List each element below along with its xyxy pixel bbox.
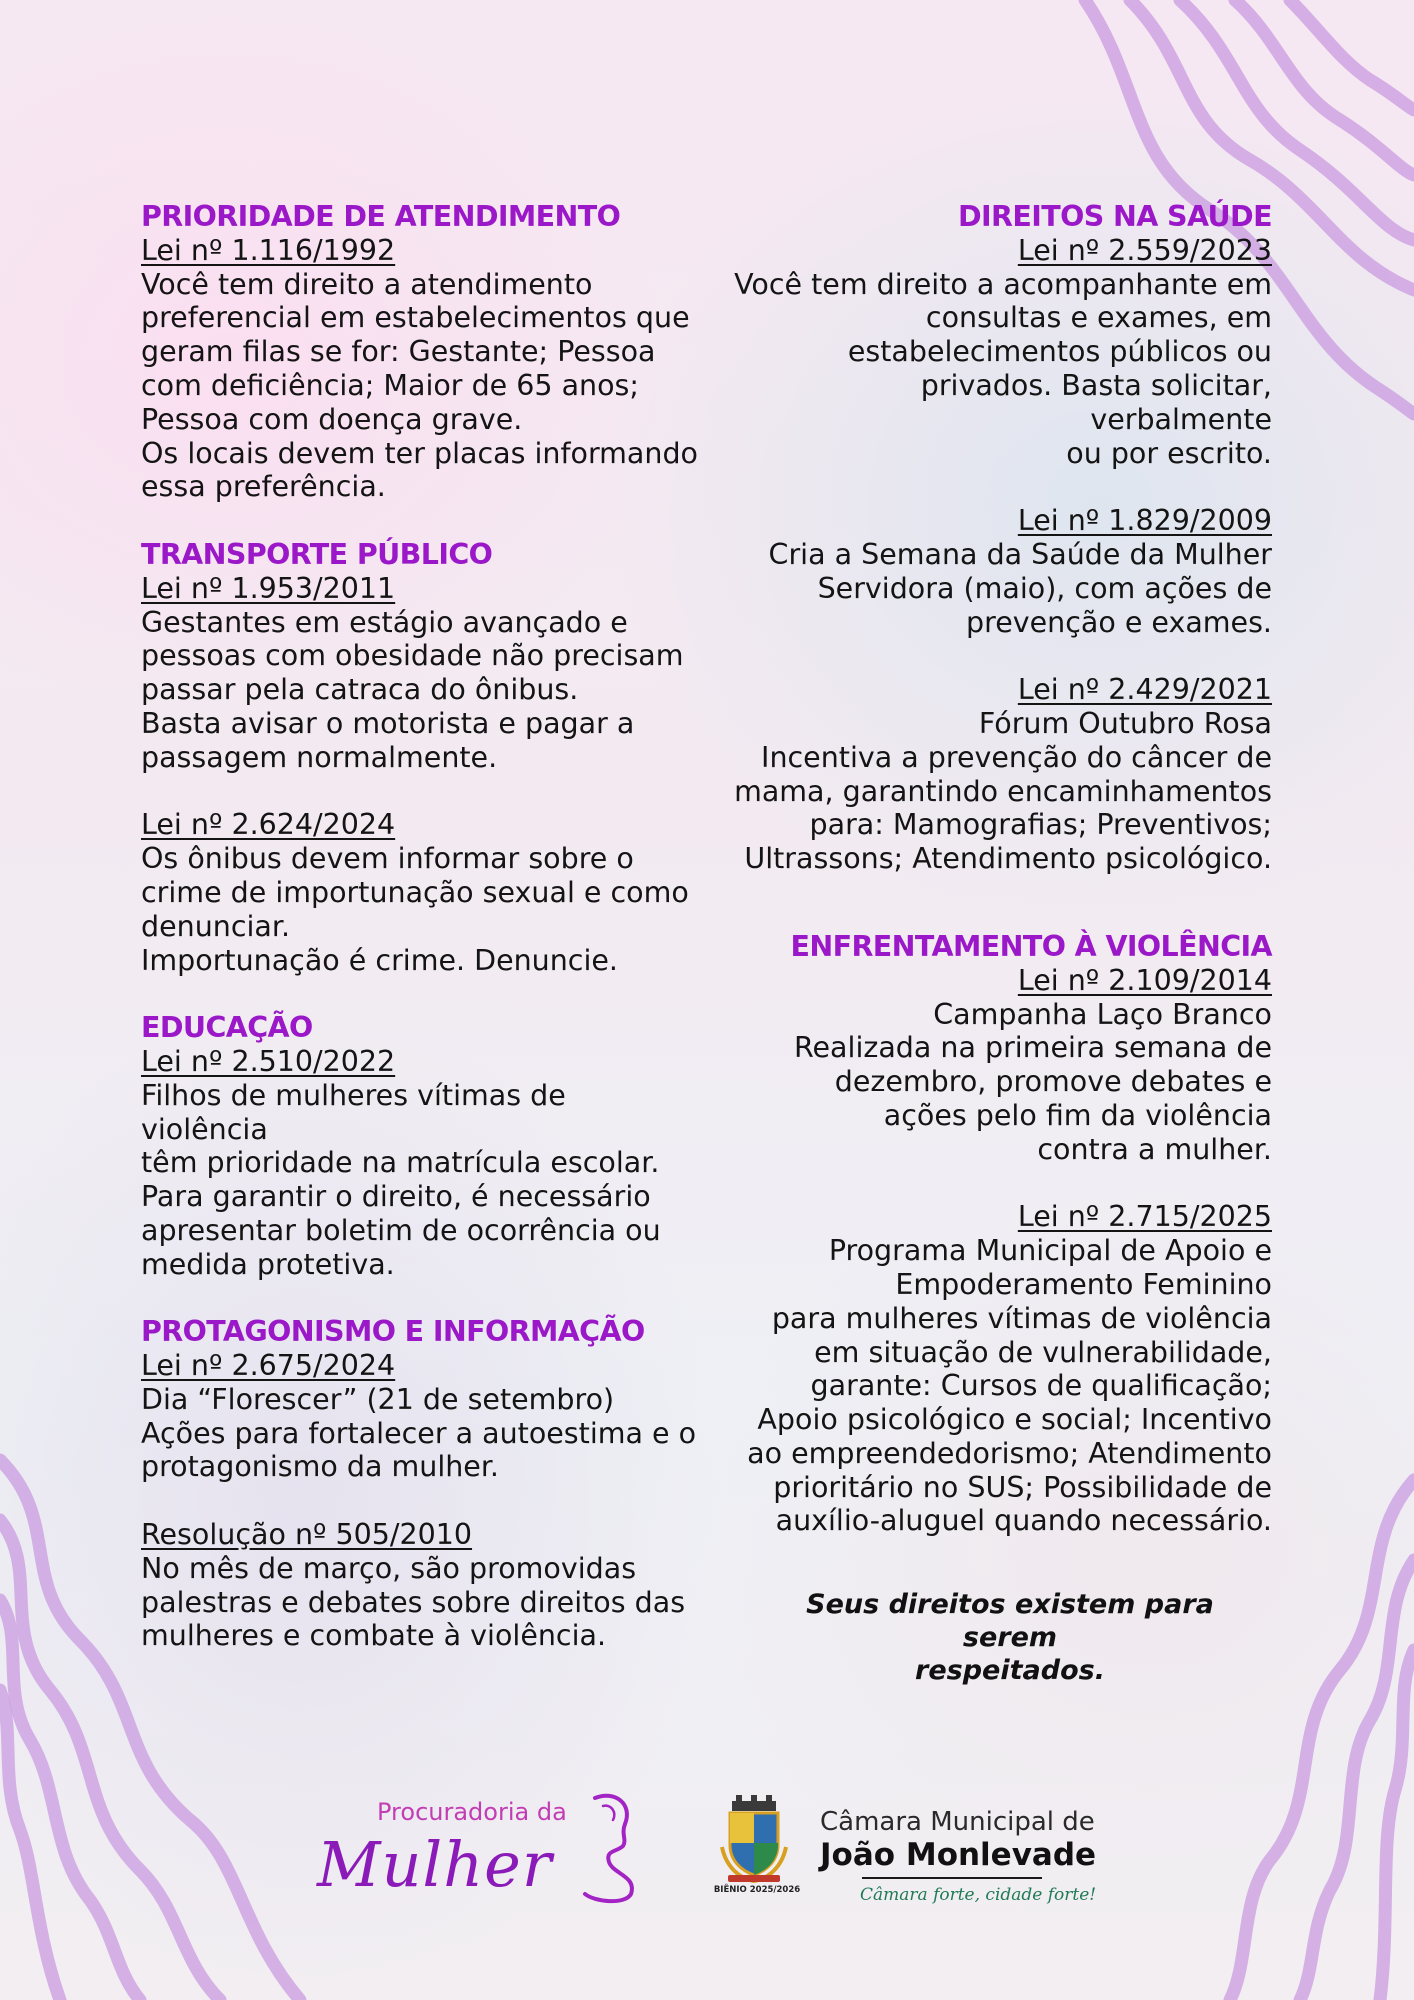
text-line: Basta avisar o motorista e pagar a xyxy=(141,706,635,740)
text-line: ações pelo fim da violência xyxy=(883,1098,1272,1132)
heading-educacao: EDUCAÇÃO xyxy=(141,1011,313,1045)
text-line: passar pela catraca do ônibus. xyxy=(141,673,579,707)
text-line: crime de importunação sexual e como xyxy=(141,875,689,909)
camara-logo xyxy=(712,1793,1112,1913)
text-line: essa preferência. xyxy=(141,470,386,504)
heading-transporte: TRANSPORTE PÚBLICO xyxy=(141,537,493,571)
left-column xyxy=(141,200,701,1653)
text-line: Você tem direito a acompanhante em xyxy=(734,267,1272,301)
text-line: apresentar boletim de ocorrência ou xyxy=(141,1213,661,1247)
text-line: para: Mamografias; Preventivos; xyxy=(809,808,1272,842)
closing-line: respeitados. xyxy=(915,1655,1105,1686)
law-2429-2021: Lei nº 2.429/2021 xyxy=(1017,673,1272,707)
text-line: Ultrassons; Atendimento psicológico. xyxy=(744,842,1272,876)
text-line: têm prioridade na matrícula escolar. xyxy=(141,1146,660,1180)
text-line: denunciar. xyxy=(141,909,291,943)
text-line: ou por escrito. xyxy=(1066,436,1272,470)
text-line: Realizada na primeira semana de xyxy=(794,1031,1272,1065)
text-line: geram filas se for: Gestante; Pessoa xyxy=(141,335,656,369)
law-1953-2011: Lei nº 1.953/2011 xyxy=(141,571,396,605)
law-2109-2014: Lei nº 2.109/2014 xyxy=(1017,963,1272,997)
camara-divider xyxy=(862,1877,1042,1879)
text-line: Gestantes em estágio avançado e xyxy=(141,605,628,639)
text-line: consultas e exames, em xyxy=(925,301,1272,335)
text-line: Empoderamento Feminino xyxy=(895,1267,1272,1301)
procuradoria-logo xyxy=(315,1790,645,1910)
text-line: em situação de vulnerabilidade, xyxy=(814,1335,1272,1369)
heading-saude: DIREITOS NA SAÚDE xyxy=(957,200,1272,233)
law-2559-2023: Lei nº 2.559/2023 xyxy=(1017,233,1272,267)
text-line: Dia “Florescer” (21 de setembro) xyxy=(141,1382,615,1416)
woman-profile-icon xyxy=(565,1790,645,1905)
law-2510-2022: Lei nº 2.510/2022 xyxy=(141,1044,396,1078)
closing-line: Seus direitos existem para serem xyxy=(806,1589,1214,1653)
law-1116-1992: Lei nº 1.116/1992 xyxy=(141,233,396,267)
heading-prioridade: PRIORIDADE DE ATENDIMENTO xyxy=(141,200,621,233)
text-line: ao empreendedorismo; Atendimento xyxy=(747,1436,1272,1470)
text-line: Ações para fortalecer a autoestima e o xyxy=(141,1416,697,1450)
resolucao-505-2010: Resolução nº 505/2010 xyxy=(141,1518,473,1552)
law-2675-2024: Lei nº 2.675/2024 xyxy=(141,1349,396,1383)
text-line: pessoas com obesidade não precisam xyxy=(141,639,684,673)
procuradoria-small-text: Procuradoria da xyxy=(377,1798,567,1826)
text-line: Pessoa com doença grave. xyxy=(141,402,523,436)
text-line: estabelecimentos públicos ou xyxy=(847,335,1272,369)
text-line: No mês de março, são promovidas xyxy=(141,1551,637,1585)
text-line: passagem normalmente. xyxy=(141,740,498,774)
text-line: palestras e debates sobre direitos das xyxy=(141,1585,686,1619)
text-line: para mulheres vítimas de violência xyxy=(771,1301,1272,1335)
text-line: com deficiência; Maior de 65 anos; xyxy=(141,368,640,402)
text-line: Os locais devem ter placas informando xyxy=(141,436,698,470)
text-line: Você tem direito a atendimento xyxy=(141,267,593,301)
municipal-seal-icon xyxy=(718,1795,790,1885)
heading-protagonismo: PROTAGONISMO E INFORMAÇÃO xyxy=(141,1315,645,1349)
camara-line1: Câmara Municipal de xyxy=(820,1807,1095,1837)
text-line: preferencial em estabelecimentos que xyxy=(141,301,690,335)
text-line: privados. Basta solicitar, verbalmente xyxy=(920,368,1272,436)
camara-slogan: Câmara forte, cidade forte! xyxy=(860,1885,1097,1905)
text-line: prevenção e exames. xyxy=(966,605,1272,639)
text-line: prioritário no SUS; Possibilidade de xyxy=(773,1470,1272,1504)
procuradoria-big-text: Mulher xyxy=(317,1828,553,1901)
text-line: Servidora (maio), com ações de xyxy=(817,571,1272,605)
text-line: Os ônibus devem informar sobre o xyxy=(141,842,634,876)
text-line: contra a mulher. xyxy=(1037,1132,1272,1166)
text-line: Apoio psicológico e social; Incentivo xyxy=(757,1403,1272,1437)
text-line: Fórum Outubro Rosa xyxy=(978,706,1272,740)
text-line: mulheres e combate à violência. xyxy=(141,1619,607,1653)
bienio-label: BIÊNIO 2025/2026 xyxy=(713,1885,801,1895)
text-line: Para garantir o direito, é necessário xyxy=(141,1180,651,1214)
text-line: protagonismo da mulher. xyxy=(141,1450,499,1484)
heading-violencia: ENFRENTAMENTO À VIOLÊNCIA xyxy=(790,929,1272,963)
law-2624-2024: Lei nº 2.624/2024 xyxy=(141,808,396,842)
law-1829-2009: Lei nº 1.829/2009 xyxy=(1017,504,1272,538)
right-column xyxy=(732,200,1272,1538)
text-line: Filhos de mulheres vítimas de violência xyxy=(141,1078,566,1146)
text-line: auxílio-aluguel quando necessário. xyxy=(775,1504,1272,1538)
closing-statement xyxy=(780,1588,1240,1687)
text-line: Programa Municipal de Apoio e xyxy=(828,1234,1272,1268)
text-line: mama, garantindo encaminhamentos xyxy=(734,774,1272,808)
text-line: Incentiva a prevenção do câncer de xyxy=(761,740,1272,774)
text-line: Cria a Semana da Saúde da Mulher xyxy=(768,537,1272,571)
camara-line2: João Monlevade xyxy=(820,1837,1097,1873)
text-line: Campanha Laço Branco xyxy=(933,997,1272,1031)
text-line: garante: Cursos de qualificação; xyxy=(810,1369,1272,1403)
text-line: Importunação é crime. Denuncie. xyxy=(141,943,618,977)
text-line: medida protetiva. xyxy=(141,1247,395,1281)
text-line: dezembro, promove debates e xyxy=(834,1065,1272,1099)
law-2715-2025: Lei nº 2.715/2025 xyxy=(1017,1200,1272,1234)
